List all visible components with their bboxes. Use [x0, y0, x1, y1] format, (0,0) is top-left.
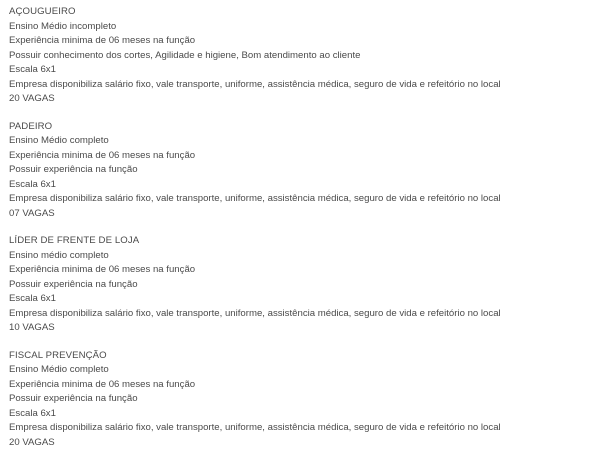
requirement-skills: Possuir conhecimento dos cortes, Agilidade e higiene, Bom atendimento ao cliente: [9, 49, 361, 61]
requirement-education: Ensino médio completo: [9, 249, 109, 261]
benefits: Empresa disponibiliza salário fixo, vale transporte, uniforme, assistência médica, seguro de vida e refeitório no local: [9, 78, 501, 90]
job-title: FISCAL PREVENÇÃO: [9, 349, 107, 361]
requirement-experience: Experiência minima de 06 meses na função: [9, 149, 196, 161]
requirement-education: Ensino Médio incompleto: [9, 20, 117, 32]
vacancy-count: 20 VAGAS: [9, 436, 55, 448]
work-schedule: Escala 6x1: [9, 293, 56, 304]
vacancy-count: 20 VAGAS: [9, 93, 55, 104]
work-schedule: Escala 6x1: [9, 64, 56, 75]
requirement-skills: Possuir experiência na função: [9, 278, 138, 290]
requirement-experience: Experiência minima de 06 meses na função: [9, 378, 196, 390]
job-title: PADEIRO: [9, 120, 53, 132]
requirement-skills: Possuir experiência na função: [9, 164, 138, 175]
job-posting-fiscal-prevencao: [9, 349, 600, 450]
requirement-education: Ensino Médio completo: [9, 135, 109, 146]
job-title: LÍDER DE FRENTE DE LOJA: [9, 235, 140, 246]
requirement-education: Ensino Médio completo: [9, 364, 109, 375]
job-posting-acougueiro: [9, 5, 600, 107]
job-title: AÇOUGUEIRO: [9, 6, 76, 17]
work-schedule: Escala 6x1: [9, 178, 56, 190]
benefits: Empresa disponibiliza salário fixo, vale transporte, uniforme, assistência médica, seguro de vida e refeitório no local: [9, 307, 501, 319]
requirement-experience: Experiência minima de 06 meses na função: [9, 35, 196, 46]
vacancy-count: 10 VAGAS: [9, 322, 55, 333]
benefits: Empresa disponibiliza salário fixo, vale transporte, uniforme, assistência médica, seguro de vida e refeitório no local: [9, 422, 501, 433]
requirement-skills: Possuir experiência na função: [9, 393, 138, 404]
work-schedule: Escala 6x1: [9, 407, 56, 419]
vacancy-count: 07 VAGAS: [9, 207, 55, 219]
job-posting-lider-frente-loja: [9, 234, 600, 336]
job-posting-padeiro: [9, 120, 600, 222]
requirement-experience: Experiência minima de 06 meses na função: [9, 264, 196, 275]
benefits: Empresa disponibiliza salário fixo, vale transporte, uniforme, assistência médica, seguro de vida e refeitório no local: [9, 193, 501, 204]
